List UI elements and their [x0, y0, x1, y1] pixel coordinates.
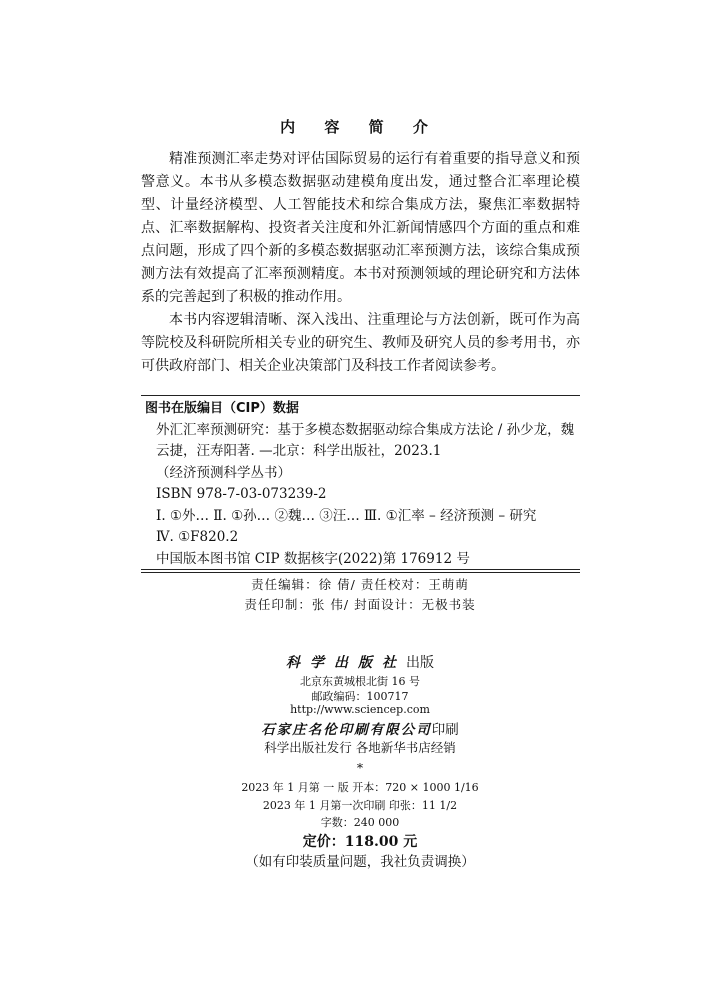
cip-bottom-rule — [141, 569, 580, 570]
edition-line: 2023 年 1 月第 一 版 开本：720 × 1000 1/16 — [241, 781, 479, 794]
printing-line: 2023 年 1 月第一次印刷 印张：11 1/2 — [262, 799, 458, 812]
cip-bottom-rule-2 — [141, 572, 580, 573]
intro-paragraph-2: 本书内容逻辑清晰、深入浅出、注重理论与方法创新，既可作为高等院校及科研院所相关专业的研究生、教师及研究人员的参考用书，亦可供政府部门、相关企业决策部门及科技工作者阅读参考。 — [141, 312, 580, 374]
printer-name: 石家庄名伦印刷有限公司 — [261, 722, 432, 738]
price-line: 定价：118.00 元 — [302, 834, 418, 850]
cip-isbn: ISBN 978-7-03-073239-2 — [156, 486, 327, 502]
cip-title-line-1: 外汇汇率预测研究：基于多模态数据驱动综合集成方法论 / 孙少龙，魏 — [156, 421, 575, 438]
cip-classification-2: Ⅳ. ①F820.2 — [156, 529, 239, 545]
separator-star: * — [356, 760, 364, 775]
publisher-postcode: 邮政编码：100717 — [311, 690, 409, 703]
cip-series: （经济预测科学丛书） — [156, 464, 291, 481]
intro-paragraph-1: 精准预测汇率走势对评估国际贸易的运行有着重要的指导意义和预警意义。本书从多模态数据驱动建模角度出发，通过整合汇率理论模型、计量经济模型、人工智能技术和综合集成方法，聚焦汇率数据特点、汇率数据解构、投资者关注度和外汇新闻情感四个方面的重点和难点问题，形成了四个新的多模态数据驱动汇率预测方法，该综合集成预测方法有效提高了汇率预测精度。本书对预测领域的理论研究和方法体系的完善起到了积极的推动作用。 — [141, 151, 580, 305]
cip-block — [145, 398, 580, 570]
publisher-line — [0, 652, 720, 672]
cip-classification-1: Ⅰ. ①外… Ⅱ. ①孙… ②魏… ③汪… Ⅲ. ①汇率 – 经济预测 – 研究 — [156, 507, 537, 524]
publisher-url: http://www.sciencep.com — [290, 703, 430, 716]
quality-note: （如有印装质量问题，我社负责调换） — [245, 854, 475, 870]
wordcount-line: 字数：240 000 — [320, 816, 400, 829]
cip-verify-number: 中国版本图书馆 CIP 数据核字(2022)第 176912 号 — [156, 550, 470, 567]
cip-title-line-2: 云捷，汪寿阳著. —北京：科学出版社，2023.1 — [156, 443, 442, 459]
publisher-suffix: 出版 — [406, 655, 434, 671]
publisher-name: 科学出版社 — [286, 655, 406, 671]
intro-section — [141, 148, 580, 378]
publisher-address: 北京东黄城根北街 16 号 — [300, 675, 420, 688]
printer-suffix: 印刷 — [431, 722, 459, 738]
cip-top-rule — [141, 395, 580, 396]
distribution-line: 科学出版社发行 各地新华书店经销 — [264, 740, 456, 755]
page-title: 内 容 简 介 — [280, 118, 440, 136]
printer-line — [0, 718, 720, 738]
editor-credits-1: 责任编辑：徐 倩/ 责任校对：王萌萌 — [251, 577, 469, 592]
cip-heading: 图书在版编目（CIP）数据 — [145, 401, 299, 416]
editor-credits-2: 责任印制：张 伟/ 封面设计：无极书装 — [244, 597, 476, 612]
